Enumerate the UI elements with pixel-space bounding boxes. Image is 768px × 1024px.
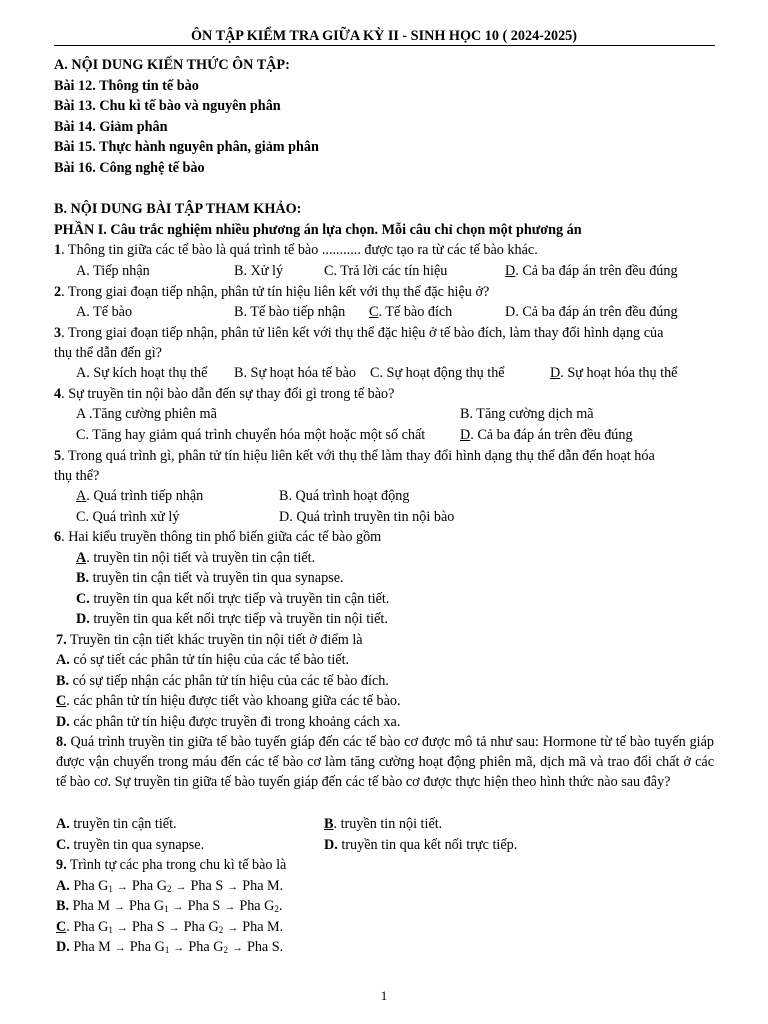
question-3: 3. Trong giai đoạn tiếp nhận, phân tử liên kết với thụ thể đặc hiệu ở tế bào đích, làm thay đổi hình dạng của (54, 325, 664, 341)
q8-option-b: B. truyền tin nội tiết. (324, 816, 443, 832)
q8-option-d: D. truyền tin qua kết nối trực tiếp. (324, 837, 518, 853)
q5-option-b: B. Quá trình hoạt động (279, 488, 410, 504)
q1-option-a: A. Tiếp nhận (76, 263, 150, 279)
question-2: 2. Trong giai đoạn tiếp nhận, phân tử tín hiệu liên kết với thụ thể đặc hiệu ở? (54, 284, 490, 300)
q4-option-d: D. Cả ba đáp án trên đều đúng (460, 427, 633, 443)
question-1: 1. Thông tin giữa các tế bào là quá trình tế bào ........... được tạo ra từ các tế bào khác. (54, 242, 538, 258)
q7-option-b: B. có sự tiếp nhận các phân tử tín hiệu của các tế bào đích. (56, 673, 389, 689)
q2-option-c: C. Tế bào đích (369, 304, 453, 320)
q6-option-c: C. truyền tin qua kết nối trực tiếp và truyền tin cận tiết. (76, 591, 390, 607)
q2-option-d: D. Cả ba đáp án trên đều đúng (505, 304, 678, 320)
q9-option-a: A. Pha $G_1$ → Pha $G_2$ → Pha S → Pha M. (56, 878, 284, 894)
q9-option-c: C. Pha $G_1$ → Pha S → Pha $G_2$ → Pha M. (56, 919, 284, 935)
q6-option-d: D. truyền tin qua kết nối trực tiếp và truyền tin nội tiết. (76, 611, 388, 627)
q2-option-a: A. Tế bào (76, 304, 133, 320)
q4-option-a: A .Tăng cường phiên mã (76, 406, 217, 422)
page-number: 1 (380, 988, 388, 1003)
title-underline (54, 45, 715, 46)
q6-option-b: B. truyền tin cận tiết và truyền tin qua synapse. (76, 570, 344, 586)
page-title: ÔN TẬP KIỂM TRA GIỮA KỲ II - SINH HỌC 10 ( 2024-2025) (191, 28, 577, 44)
lesson-item: Bài 16. Công nghệ tế bào (54, 160, 205, 176)
lesson-item: Bài 15. Thực hành nguyên phân, giảm phân (54, 139, 319, 155)
q3-option-d: D. Sự hoạt hóa thụ thể (550, 365, 678, 381)
q4-option-c: C. Tăng hay giảm quá trình chuyển hóa một hoặc một số chất (76, 427, 426, 443)
q2-option-b: B. Tế bào tiếp nhận (234, 304, 346, 320)
q3-option-c: C. Sự hoạt động thụ thể (370, 365, 505, 381)
question-8: 8. Quá trình truyền tin giữa tế bào tuyến giáp đến các tế bào cơ được mô tả như sau: Hormone từ tế bào tuyến giáp được vận chuyển trong máu đến các tế bào cơ làm tăng cường hoạt động phiên mã, dịch mã và trao đổi chất ở các tế bào cơ. Sự truyền tin giữa tế bào tuyến giáp đến các tế bào cơ được thực hiện theo hình thức nào sau đây? (56, 734, 714, 790)
lesson-item: Bài 14. Giảm phân (54, 119, 168, 135)
question-5-cont: thụ thể? (54, 468, 100, 484)
q8-option-a: A. truyền tin cận tiết. (56, 816, 177, 832)
q4-option-b: B. Tăng cường dịch mã (460, 406, 594, 422)
q7-option-a: A. có sự tiết các phân tử tín hiệu của các tế bào tiết. (56, 652, 350, 668)
section-a-heading: A. NỘI DUNG KIẾN THỨC ÔN TẬP: (54, 57, 290, 73)
q8-option-c: C. truyền tin qua synapse. (56, 837, 205, 853)
section-b-heading: B. NỘI DUNG BÀI TẬP THAM KHẢO: (54, 201, 302, 217)
q5-option-c: C. Quá trình xử lý (76, 509, 180, 525)
question-5: 5. Trong quá trình gì, phân tử tín hiệu liên kết với thụ thể làm thay đổi hình dạng thụ thể dẫn đến hoạt hóa (54, 448, 655, 464)
q9-option-b: B. Pha M → Pha $G_1$ → Pha S → Pha $G_2$. (56, 898, 283, 914)
q1-option-c: C. Trả lời các tín hiệu (324, 263, 448, 279)
q1-option-d: D. Cả ba đáp án trên đều đúng (505, 263, 678, 279)
question-7: 7. Truyền tin cận tiết khác truyền tin nội tiết ở điểm là (56, 632, 363, 648)
question-9: 9. Trình tự các pha trong chu kì tế bào là (56, 857, 287, 873)
q7-option-d: D. các phân tử tín hiệu được truyền đi trong khoảng cách xa. (56, 714, 401, 730)
q9-option-d: D. Pha M → Pha $G_1$ → Pha $G_2$ → Pha S. (56, 939, 284, 955)
lesson-item: Bài 13. Chu kì tế bào và nguyên phân (54, 98, 281, 114)
q3-option-b: B. Sự hoạt hóa tế bào (234, 365, 356, 381)
q5-option-a: A. Quá trình tiếp nhận (76, 488, 204, 504)
lesson-item: Bài 12. Thông tin tế bào (54, 78, 199, 94)
question-3-cont: thụ thể dẫn đến gì? (54, 345, 162, 361)
part-one-heading: PHẦN I. Câu trắc nghiệm nhiều phương án lựa chọn. Mỗi câu chỉ chọn một phương án (54, 222, 582, 238)
q5-option-d: D. Quá trình truyền tin nội bào (279, 509, 455, 525)
q6-option-a: A. truyền tin nội tiết và truyền tin cận tiết. (76, 550, 316, 566)
question-6: 6. Hai kiểu truyền thông tin phổ biến giữa các tế bào gồm (54, 529, 382, 545)
q7-option-c: C. các phân tử tín hiệu được tiết vào khoang giữa các tế bào. (56, 693, 401, 709)
q3-option-a: A. Sự kích hoạt thụ thể (76, 365, 208, 381)
question-4: 4. Sự truyền tin nội bào dẫn đến sự thay đổi gì trong tế bào? (54, 386, 395, 402)
q1-option-b: B. Xử lý (234, 263, 284, 279)
